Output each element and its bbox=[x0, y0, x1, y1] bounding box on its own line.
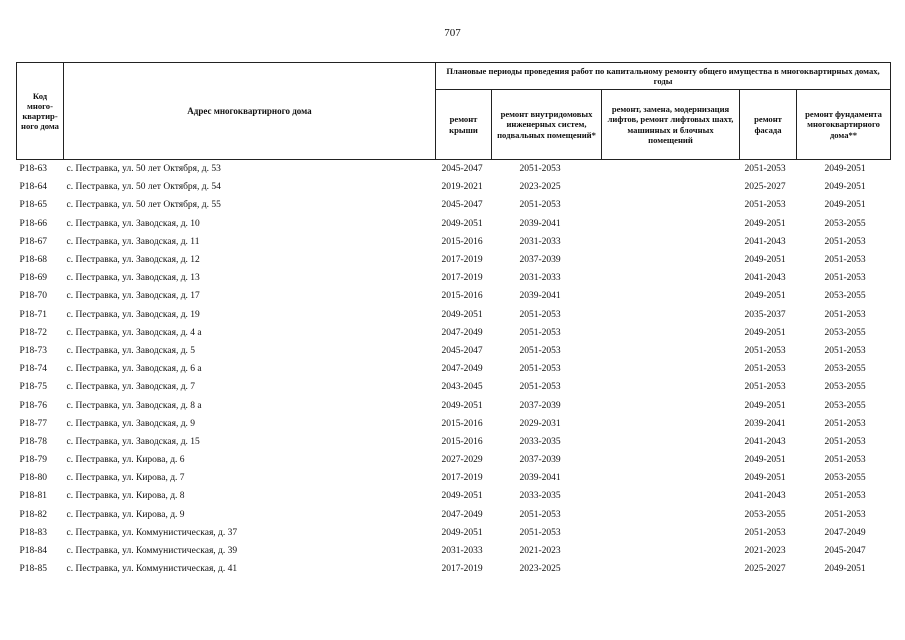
cell-elevators bbox=[602, 251, 740, 269]
table-row bbox=[17, 178, 891, 196]
cell-engineering: 2051-2053 bbox=[519, 327, 561, 338]
cell-facade: 2039-2041 bbox=[744, 418, 786, 429]
cell-roof: 2015-2016 bbox=[441, 236, 483, 247]
cell-elevators bbox=[602, 342, 740, 360]
cell-engineering: 2039-2041 bbox=[519, 218, 561, 229]
cell-facade: 2049-2051 bbox=[744, 473, 786, 484]
table-row bbox=[17, 560, 891, 578]
table-row bbox=[17, 233, 891, 251]
cell-elevators bbox=[602, 542, 740, 560]
cell-foundation: 2053-2055 bbox=[824, 473, 866, 484]
cell-roof: 2019-2021 bbox=[441, 182, 483, 193]
cell-elevators bbox=[602, 360, 740, 378]
table-row bbox=[17, 451, 891, 469]
cell-facade: 2025-2027 bbox=[744, 564, 786, 575]
cell-address: с. Пестравка, ул. Заводская, д. 7 bbox=[66, 382, 196, 393]
cell-code: Р18-72 bbox=[19, 327, 47, 338]
cell-roof: 2017-2019 bbox=[441, 473, 483, 484]
cell-address: с. Пестравка, ул. Кирова, д. 6 bbox=[66, 455, 185, 466]
cell-facade: 2051-2053 bbox=[744, 382, 786, 393]
table-body bbox=[17, 160, 891, 579]
cell-roof: 2049-2051 bbox=[441, 218, 483, 229]
cell-facade: 2041-2043 bbox=[744, 436, 786, 447]
cell-roof: 2045-2047 bbox=[441, 200, 483, 211]
cell-facade: 2051-2053 bbox=[744, 527, 786, 538]
cell-roof: 2017-2019 bbox=[441, 255, 483, 266]
cell-code: Р18-79 bbox=[19, 455, 47, 466]
cell-engineering: 2051-2053 bbox=[519, 200, 561, 211]
cell-foundation: 2051-2053 bbox=[824, 255, 866, 266]
cell-elevators bbox=[602, 269, 740, 287]
cell-foundation: 2051-2053 bbox=[824, 236, 866, 247]
cell-elevators bbox=[602, 196, 740, 214]
cell-address: с. Пестравка, ул. 50 лет Октября, д. 53 bbox=[66, 164, 221, 175]
cell-code: Р18-66 bbox=[19, 218, 47, 229]
cell-foundation: 2051-2053 bbox=[824, 436, 866, 447]
cell-address: с. Пестравка, ул. Кирова, д. 9 bbox=[66, 509, 185, 520]
cell-elevators bbox=[602, 160, 740, 179]
cell-engineering: 2051-2053 bbox=[519, 309, 561, 320]
table-row bbox=[17, 487, 891, 505]
cell-address: с. Пестравка, ул. Заводская, д. 19 bbox=[66, 309, 200, 320]
cell-roof: 2049-2051 bbox=[441, 309, 483, 320]
cell-address: с. Пестравка, ул. Заводская, д. 4 а bbox=[66, 327, 202, 338]
cell-facade: 2051-2053 bbox=[744, 345, 786, 356]
cell-elevators bbox=[602, 469, 740, 487]
cell-engineering: 2037-2039 bbox=[519, 255, 561, 266]
cell-code: Р18-81 bbox=[19, 491, 47, 502]
header-code: Код много-квартир-ного дома bbox=[17, 63, 64, 160]
cell-code: Р18-85 bbox=[19, 564, 47, 575]
cell-foundation: 2051-2053 bbox=[824, 455, 866, 466]
cell-code: Р18-77 bbox=[19, 418, 47, 429]
cell-facade: 2041-2043 bbox=[744, 491, 786, 502]
cell-engineering: 2051-2053 bbox=[519, 382, 561, 393]
cell-engineering: 2033-2035 bbox=[519, 436, 561, 447]
cell-foundation: 2053-2055 bbox=[824, 382, 866, 393]
cell-elevators bbox=[602, 306, 740, 324]
cell-code: Р18-75 bbox=[19, 382, 47, 393]
cell-elevators bbox=[602, 451, 740, 469]
cell-address: с. Пестравка, ул. Заводская, д. 12 bbox=[66, 255, 200, 266]
cell-facade: 2049-2051 bbox=[744, 255, 786, 266]
cell-roof: 2045-2047 bbox=[441, 164, 483, 175]
cell-roof: 2043-2045 bbox=[441, 382, 483, 393]
header-engineering: ремонт внутридомовых инженерных систем, подвальных помещений* bbox=[492, 90, 602, 160]
cell-roof: 2031-2033 bbox=[441, 546, 483, 557]
cell-elevators bbox=[602, 378, 740, 396]
cell-engineering: 2051-2053 bbox=[519, 345, 561, 356]
cell-roof: 2015-2016 bbox=[441, 291, 483, 302]
cell-code: Р18-76 bbox=[19, 400, 47, 411]
cell-facade: 2051-2053 bbox=[744, 164, 786, 175]
cell-code: Р18-82 bbox=[19, 509, 47, 520]
table-row bbox=[17, 415, 891, 433]
cell-roof: 2049-2051 bbox=[441, 400, 483, 411]
cell-address: с. Пестравка, ул. Кирова, д. 7 bbox=[66, 473, 185, 484]
table-row bbox=[17, 287, 891, 305]
cell-foundation: 2053-2055 bbox=[824, 400, 866, 411]
cell-facade: 2051-2053 bbox=[744, 364, 786, 375]
cell-address: с. Пестравка, ул. Заводская, д. 10 bbox=[66, 218, 200, 229]
cell-elevators bbox=[602, 433, 740, 451]
header-elevators: ремонт, замена, модернизация лифтов, ремонт лифтовых шахт, машинных и блочных помещений bbox=[602, 90, 740, 160]
cell-foundation: 2049-2051 bbox=[824, 200, 866, 211]
cell-code: Р18-83 bbox=[19, 527, 47, 538]
cell-roof: 2047-2049 bbox=[441, 364, 483, 375]
capital-repair-table bbox=[16, 62, 891, 578]
table-row bbox=[17, 196, 891, 214]
cell-facade: 2041-2043 bbox=[744, 273, 786, 284]
table-row bbox=[17, 342, 891, 360]
cell-foundation: 2049-2051 bbox=[824, 164, 866, 175]
cell-address: с. Пестравка, ул. Коммунистическая, д. 41 bbox=[66, 564, 238, 575]
cell-foundation: 2047-2049 bbox=[824, 527, 866, 538]
table-row bbox=[17, 269, 891, 287]
cell-foundation: 2053-2055 bbox=[824, 291, 866, 302]
cell-foundation: 2051-2053 bbox=[824, 509, 866, 520]
cell-address: с. Пестравка, ул. Заводская, д. 15 bbox=[66, 436, 200, 447]
cell-code: Р18-67 bbox=[19, 236, 47, 247]
cell-roof: 2049-2051 bbox=[441, 527, 483, 538]
cell-foundation: 2049-2051 bbox=[824, 564, 866, 575]
cell-code: Р18-84 bbox=[19, 546, 47, 557]
table-row bbox=[17, 306, 891, 324]
cell-engineering: 2037-2039 bbox=[519, 455, 561, 466]
table-row bbox=[17, 524, 891, 542]
cell-code: Р18-68 bbox=[19, 255, 47, 266]
table-row bbox=[17, 215, 891, 233]
cell-address: с. Пестравка, ул. Заводская, д. 17 bbox=[66, 291, 200, 302]
cell-facade: 2051-2053 bbox=[744, 200, 786, 211]
cell-elevators bbox=[602, 233, 740, 251]
header-roof: ремонт крыши bbox=[436, 90, 492, 160]
cell-elevators bbox=[602, 487, 740, 505]
cell-roof: 2047-2049 bbox=[441, 327, 483, 338]
cell-engineering: 2051-2053 bbox=[519, 364, 561, 375]
cell-address: с. Пестравка, ул. Заводская, д. 8 а bbox=[66, 400, 202, 411]
cell-foundation: 2051-2053 bbox=[824, 273, 866, 284]
cell-facade: 2049-2051 bbox=[744, 455, 786, 466]
cell-engineering: 2033-2035 bbox=[519, 491, 561, 502]
table-row bbox=[17, 160, 891, 179]
cell-foundation: 2051-2053 bbox=[824, 491, 866, 502]
cell-engineering: 2023-2025 bbox=[519, 182, 561, 193]
cell-elevators bbox=[602, 396, 740, 414]
cell-elevators bbox=[602, 215, 740, 233]
cell-roof: 2045-2047 bbox=[441, 345, 483, 356]
cell-foundation: 2053-2055 bbox=[824, 327, 866, 338]
cell-code: Р18-73 bbox=[19, 345, 47, 356]
cell-engineering: 2037-2039 bbox=[519, 400, 561, 411]
cell-foundation: 2053-2055 bbox=[824, 364, 866, 375]
cell-address: с. Пестравка, ул. 50 лет Октября, д. 54 bbox=[66, 182, 221, 193]
cell-roof: 2017-2019 bbox=[441, 273, 483, 284]
cell-code: Р18-63 bbox=[19, 164, 47, 175]
table-row bbox=[17, 506, 891, 524]
cell-code: Р18-74 bbox=[19, 364, 47, 375]
cell-engineering: 2051-2053 bbox=[519, 527, 561, 538]
cell-code: Р18-71 bbox=[19, 309, 47, 320]
header-foundation: ремонт фундамента многоквартирного дома** bbox=[797, 90, 891, 160]
cell-facade: 2021-2023 bbox=[744, 546, 786, 557]
cell-facade: 2053-2055 bbox=[744, 509, 786, 520]
table-row bbox=[17, 360, 891, 378]
cell-roof: 2027-2029 bbox=[441, 455, 483, 466]
cell-address: с. Пестравка, ул. 50 лет Октября, д. 55 bbox=[66, 200, 221, 211]
cell-roof: 2049-2051 bbox=[441, 491, 483, 502]
cell-engineering: 2039-2041 bbox=[519, 291, 561, 302]
cell-roof: 2015-2016 bbox=[441, 418, 483, 429]
cell-roof: 2017-2019 bbox=[441, 564, 483, 575]
cell-engineering: 2031-2033 bbox=[519, 273, 561, 284]
cell-code: Р18-70 bbox=[19, 291, 47, 302]
table-row bbox=[17, 251, 891, 269]
cell-roof: 2015-2016 bbox=[441, 436, 483, 447]
cell-engineering: 2023-2025 bbox=[519, 564, 561, 575]
cell-engineering: 2031-2033 bbox=[519, 236, 561, 247]
cell-foundation: 2053-2055 bbox=[824, 218, 866, 229]
table-row bbox=[17, 396, 891, 414]
cell-engineering: 2051-2053 bbox=[519, 164, 561, 175]
cell-elevators bbox=[602, 178, 740, 196]
cell-facade: 2041-2043 bbox=[744, 236, 786, 247]
cell-address: с. Пестравка, ул. Коммунистическая, д. 39 bbox=[66, 546, 238, 557]
table-header bbox=[17, 63, 891, 160]
cell-foundation: 2051-2053 bbox=[824, 309, 866, 320]
cell-address: с. Пестравка, ул. Кирова, д. 8 bbox=[66, 491, 185, 502]
page-number: 707 bbox=[444, 27, 461, 39]
cell-facade: 2049-2051 bbox=[744, 400, 786, 411]
header-planned-periods: Плановые периоды проведения работ по капитальному ремонту общего имущества в многоквартирных домах, годы bbox=[436, 63, 891, 90]
cell-facade: 2025-2027 bbox=[744, 182, 786, 193]
header-facade: ремонт фасада bbox=[740, 90, 797, 160]
cell-engineering: 2039-2041 bbox=[519, 473, 561, 484]
cell-elevators bbox=[602, 560, 740, 578]
cell-address: с. Пестравка, ул. Коммунистическая, д. 37 bbox=[66, 527, 238, 538]
table-row bbox=[17, 469, 891, 487]
cell-engineering: 2029-2031 bbox=[519, 418, 561, 429]
cell-foundation: 2051-2053 bbox=[824, 418, 866, 429]
cell-engineering: 2021-2023 bbox=[519, 546, 561, 557]
cell-elevators bbox=[602, 415, 740, 433]
cell-code: Р18-65 bbox=[19, 200, 47, 211]
cell-foundation: 2045-2047 bbox=[824, 546, 866, 557]
cell-address: с. Пестравка, ул. Заводская, д. 9 bbox=[66, 418, 196, 429]
cell-address: с. Пестравка, ул. Заводская, д. 13 bbox=[66, 273, 200, 284]
cell-elevators bbox=[602, 324, 740, 342]
cell-facade: 2049-2051 bbox=[744, 327, 786, 338]
cell-elevators bbox=[602, 524, 740, 542]
table-row bbox=[17, 378, 891, 396]
cell-engineering: 2051-2053 bbox=[519, 509, 561, 520]
cell-facade: 2035-2037 bbox=[744, 309, 786, 320]
cell-facade: 2049-2051 bbox=[744, 218, 786, 229]
cell-facade: 2049-2051 bbox=[744, 291, 786, 302]
header-address: Адрес многоквартирного дома bbox=[64, 63, 436, 160]
cell-foundation: 2051-2053 bbox=[824, 345, 866, 356]
cell-code: Р18-69 bbox=[19, 273, 47, 284]
cell-code: Р18-80 bbox=[19, 473, 47, 484]
cell-roof: 2047-2049 bbox=[441, 509, 483, 520]
cell-address: с. Пестравка, ул. Заводская, д. 11 bbox=[66, 236, 200, 247]
cell-elevators bbox=[602, 506, 740, 524]
cell-address: с. Пестравка, ул. Заводская, д. 5 bbox=[66, 345, 196, 356]
table-row bbox=[17, 542, 891, 560]
cell-code: Р18-64 bbox=[19, 182, 47, 193]
table-row bbox=[17, 433, 891, 451]
cell-elevators bbox=[602, 287, 740, 305]
cell-foundation: 2049-2051 bbox=[824, 182, 866, 193]
cell-code: Р18-78 bbox=[19, 436, 47, 447]
table-row bbox=[17, 324, 891, 342]
cell-address: с. Пестравка, ул. Заводская, д. 6 а bbox=[66, 364, 202, 375]
capital-repair-table-container bbox=[16, 62, 890, 578]
